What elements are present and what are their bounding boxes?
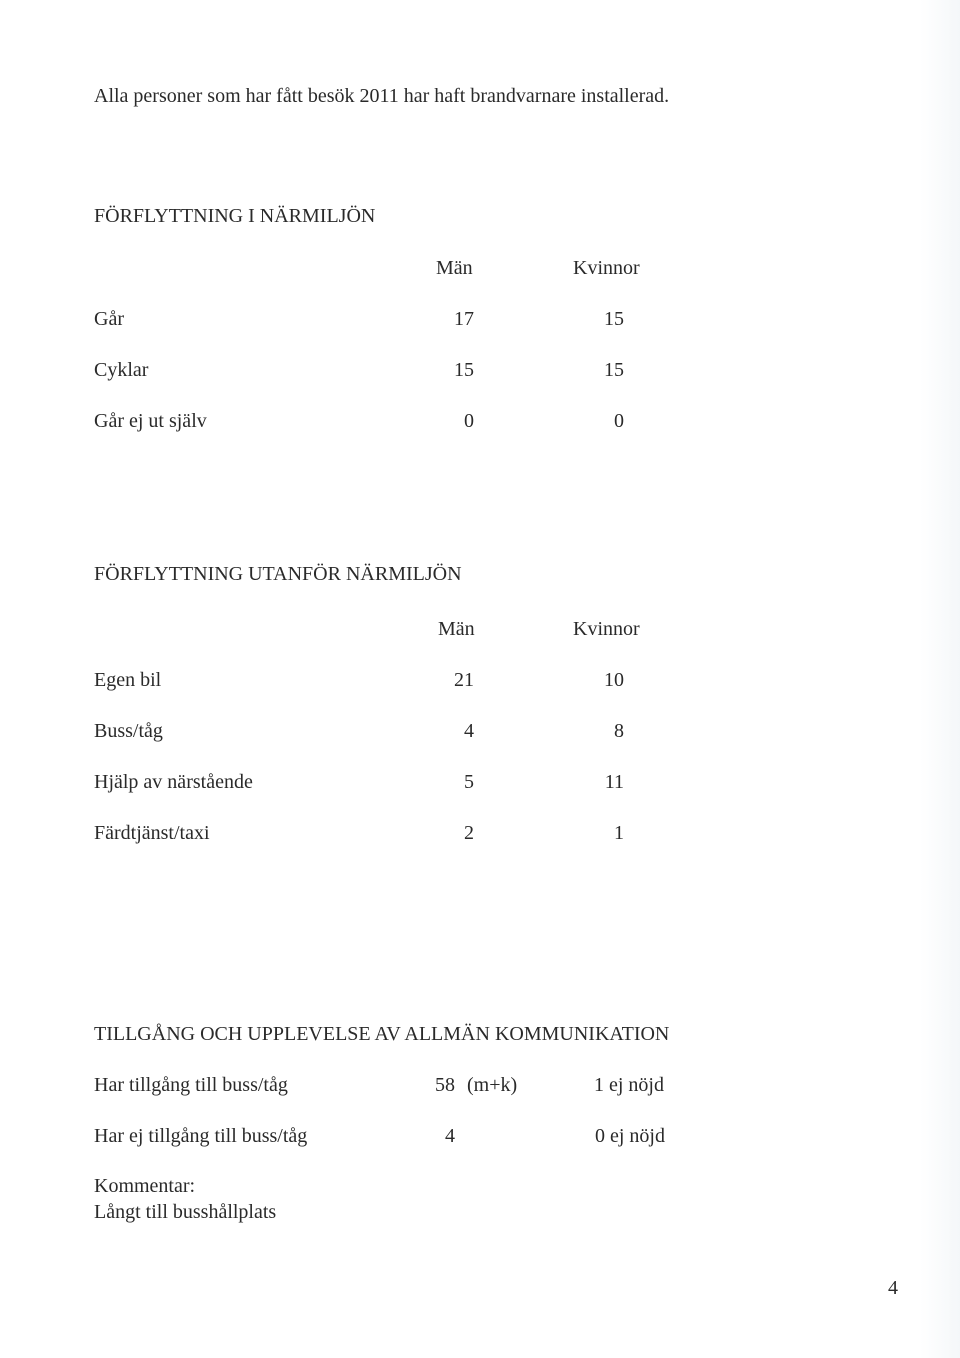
row-men: 21 [454, 669, 474, 691]
scan-edge-shade [920, 0, 960, 1358]
comment-text: Långt till busshållplats [94, 1201, 277, 1223]
section1-col-women: Kvinnor [573, 257, 640, 279]
row-men: 0 [464, 410, 474, 432]
row-label: Har ej tillgång till buss/tåg [94, 1125, 308, 1147]
row-label: Går ej ut själv [94, 410, 207, 432]
row-men: 5 [464, 771, 474, 793]
row-label: Har tillgång till buss/tåg [94, 1074, 288, 1096]
row-label: Cyklar [94, 359, 149, 381]
row-satisfaction: 1 ej nöjd [594, 1074, 664, 1096]
row-women: 8 [614, 720, 624, 742]
section2-col-women: Kvinnor [573, 618, 640, 640]
row-women: 10 [604, 669, 624, 691]
section1-col-men: Män [436, 257, 473, 279]
row-label: Färdtjänst/taxi [94, 822, 210, 844]
row-women: 15 [604, 359, 624, 381]
row-men: 17 [454, 308, 474, 330]
row-men: 2 [464, 822, 474, 844]
row-women: 15 [604, 308, 624, 330]
row-note: (m+k) [467, 1074, 518, 1096]
row-satisfaction: 0 ej nöjd [595, 1125, 665, 1147]
intro-text: Alla personer som har fått besök 2011 har haft brandvarnare installerad. [94, 85, 670, 107]
section1-title: FÖRFLYTTNING I NÄRMILJÖN [94, 205, 376, 227]
row-count: 58 [435, 1074, 455, 1096]
page-number: 4 [888, 1277, 898, 1299]
row-label: Buss/tåg [94, 720, 163, 742]
row-women: 1 [614, 822, 624, 844]
row-label: Hjälp av närstående [94, 771, 253, 793]
comment-label: Kommentar: [94, 1175, 196, 1197]
row-men: 4 [464, 720, 474, 742]
section2-col-men: Män [438, 618, 475, 640]
section3-title: TILLGÅNG OCH UPPLEVELSE AV ALLMÄN KOMMUNIKATION [94, 1023, 670, 1045]
row-label: Går [94, 308, 124, 330]
section2-title: FÖRFLYTTNING UTANFÖR NÄRMILJÖN [94, 563, 462, 585]
row-men: 15 [454, 359, 474, 381]
row-count: 4 [445, 1125, 455, 1147]
row-label: Egen bil [94, 669, 162, 691]
row-women: 0 [614, 410, 624, 432]
row-women: 11 [604, 771, 624, 793]
